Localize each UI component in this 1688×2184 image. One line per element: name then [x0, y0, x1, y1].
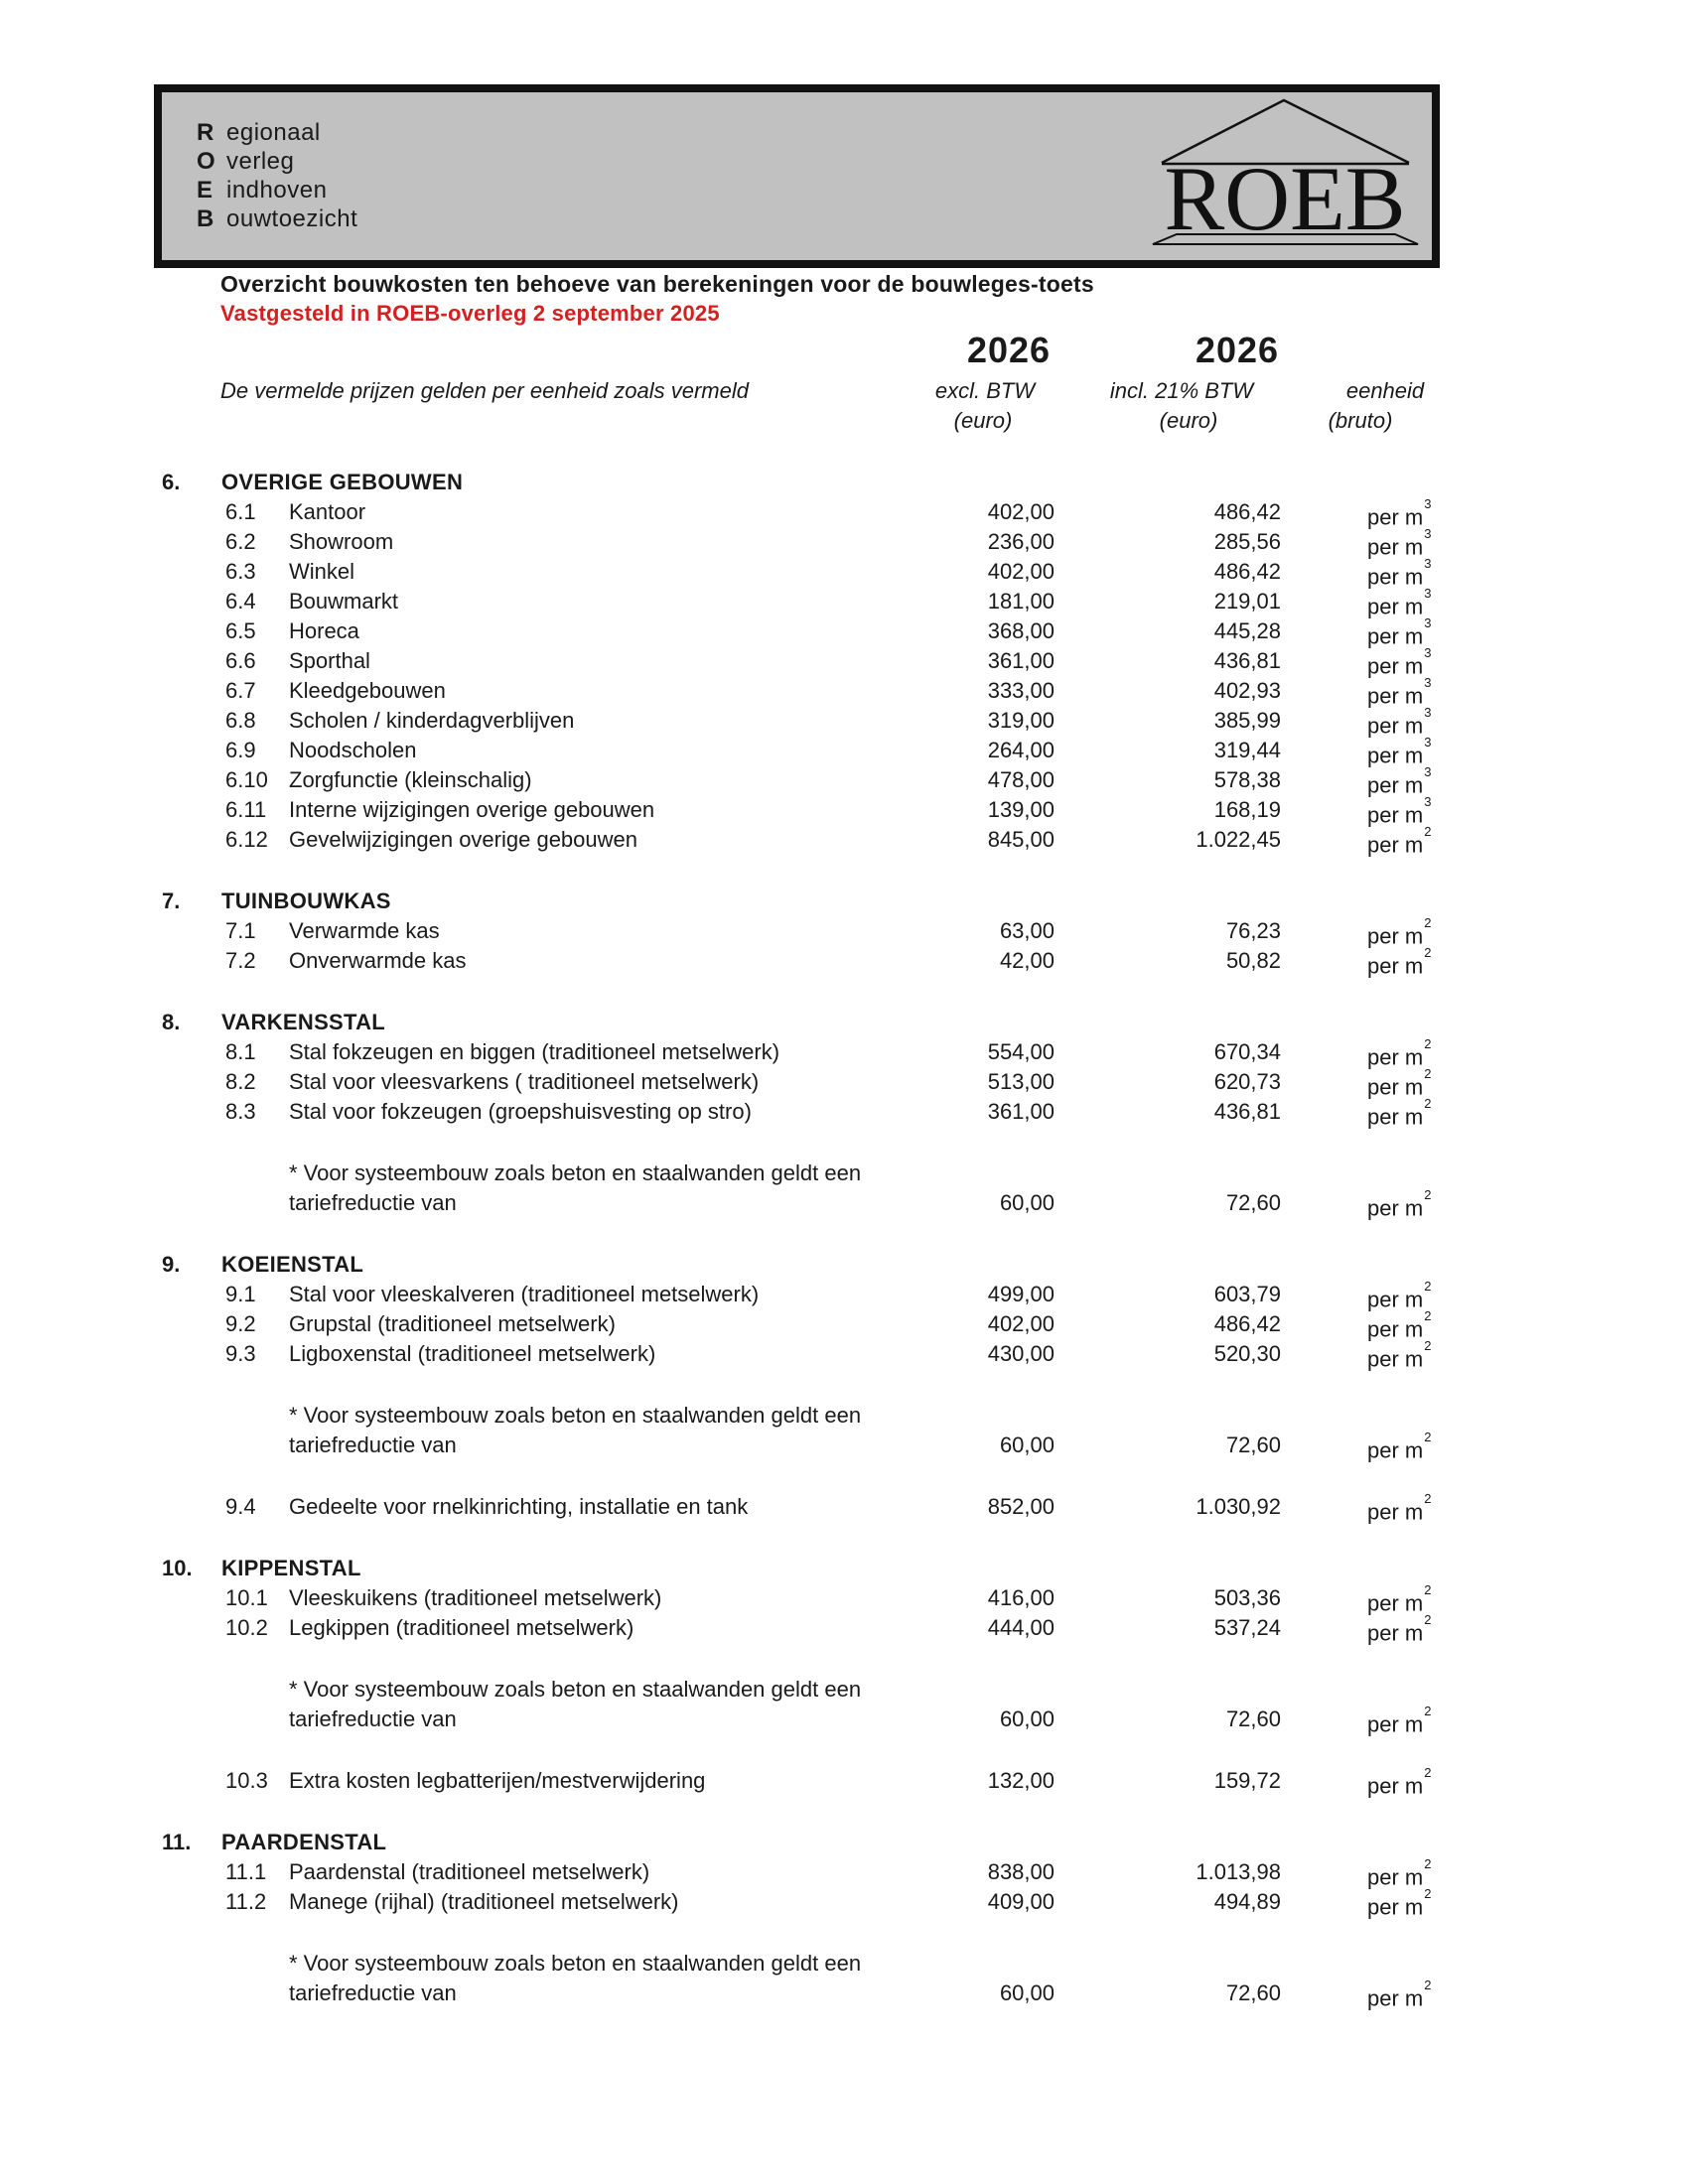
price-incl-btw: 494,89	[1213, 1889, 1281, 1914]
table-row	[154, 526, 1484, 560]
table-row	[154, 1612, 1484, 1646]
section-title: KOEIENSTAL	[221, 1252, 364, 1277]
unit-superscript: 2	[1424, 1856, 1432, 1871]
acronym-rest: ouwtoezicht	[226, 205, 358, 232]
item-number: 7.1	[225, 918, 256, 943]
item-description: Grupstal (traditioneel metselwerk)	[289, 1311, 616, 1336]
item-description: tariefreductie van	[289, 1980, 457, 2005]
price-excl-btw: 478,00	[987, 767, 1055, 792]
item-number: 8.2	[225, 1069, 256, 1094]
price-incl-btw: 72,60	[1225, 1980, 1281, 2005]
unit-label: per $m^2$	[1367, 1704, 1432, 1737]
unit-superscript: 3	[1424, 526, 1432, 541]
unit-label: per $m^3$	[1367, 496, 1432, 530]
table-row	[154, 615, 1484, 649]
org-acronym	[197, 118, 357, 233]
price-excl-btw: 319,00	[987, 708, 1055, 733]
price-excl-btw: 361,00	[987, 648, 1055, 673]
unit-label: per $m^2$	[1367, 1096, 1432, 1130]
price-incl-btw: 402,93	[1213, 678, 1281, 703]
table-row	[154, 1765, 1484, 1799]
price-incl-btw: 285,56	[1213, 529, 1281, 554]
unit-label: per $m^2$	[1367, 1036, 1432, 1070]
price-incl-btw: 219,01	[1213, 589, 1281, 614]
section-number: 11.	[162, 1830, 192, 1854]
price-incl-btw: 50,82	[1225, 948, 1281, 973]
price-incl-btw: 670,34	[1213, 1039, 1281, 1064]
item-description: Ligboxenstal (traditioneel metselwerk)	[289, 1341, 656, 1366]
unit-label: per $m^2$	[1367, 1582, 1432, 1616]
acronym-line	[197, 176, 357, 205]
price-note: De vermelde prijzen gelden per eenheid zoals vermeld	[220, 378, 749, 403]
note-row-values	[154, 1187, 1484, 1221]
unit-label: per $m^2$	[1367, 1430, 1432, 1463]
price-excl-btw: 402,00	[987, 559, 1055, 584]
price-table	[154, 468, 1484, 2011]
price-excl-btw: 444,00	[987, 1615, 1055, 1640]
section-title: OVERIGE GEBOUWEN	[221, 470, 464, 494]
section-title: KIPPENSTAL	[221, 1556, 361, 1580]
unit-superscript: 2	[1424, 1096, 1432, 1111]
price-excl-btw: 236,00	[987, 529, 1055, 554]
price-excl-btw: 63,00	[999, 918, 1055, 943]
item-number: 6.3	[225, 559, 256, 584]
unit-superscript: 2	[1424, 945, 1432, 960]
note-row-values	[154, 1430, 1484, 1463]
price-excl-btw: 845,00	[987, 827, 1055, 852]
section-number: 9.	[162, 1252, 181, 1277]
price-excl-btw: 368,00	[987, 618, 1055, 643]
unit-superscript: 3	[1424, 794, 1432, 809]
section-title: VARKENSSTAL	[221, 1010, 386, 1034]
price-incl-btw: 72,60	[1225, 1706, 1281, 1731]
table-row	[154, 1856, 1484, 1890]
unit-label: per $m^2$	[1367, 915, 1432, 949]
price-excl-btw: 409,00	[987, 1889, 1055, 1914]
unit-superscript: 2	[1424, 1886, 1432, 1901]
table-row	[154, 496, 1484, 530]
item-number: 11.2	[225, 1889, 267, 1914]
note-row	[154, 1159, 1484, 1188]
price-incl-btw: 72,60	[1225, 1433, 1281, 1457]
unit-label: per $m^2$	[1367, 1279, 1432, 1312]
table-row	[154, 1096, 1484, 1130]
price-incl-btw: 537,24	[1213, 1615, 1281, 1640]
roeb-house-logo	[1149, 93, 1422, 252]
unit-label: per $m^2$	[1367, 1491, 1432, 1525]
table-row	[154, 1338, 1484, 1372]
item-description: Gedeelte voor rnelkinrichting, installatie en tank	[289, 1494, 749, 1519]
item-number: 10.3	[225, 1768, 268, 1793]
item-number: 6.2	[225, 529, 256, 554]
acronym-initial: E	[197, 177, 213, 204]
item-description: tariefreductie van	[289, 1190, 457, 1215]
note-row-values	[154, 1704, 1484, 1737]
unit-label: per $m^3$	[1367, 556, 1432, 590]
column-subheader-bruto: (bruto)	[1328, 408, 1393, 433]
item-number: 6.7	[225, 678, 256, 703]
unit-superscript: 3	[1424, 496, 1432, 511]
item-description: Winkel	[289, 559, 355, 584]
unit-label: per $m^2$	[1367, 1066, 1432, 1100]
unit-superscript: 3	[1424, 764, 1432, 779]
price-excl-btw: 361,00	[987, 1099, 1055, 1124]
price-excl-btw: 132,00	[987, 1768, 1055, 1793]
section-number: 8.	[162, 1010, 181, 1034]
table-row	[154, 556, 1484, 590]
table-row	[154, 1036, 1484, 1070]
unit-superscript: 2	[1424, 1066, 1432, 1081]
item-description: Manege (rijhal) (traditioneel metselwerk)	[289, 1889, 679, 1914]
section-title: PAARDENSTAL	[221, 1830, 387, 1854]
column-subheader-euro-excl: (euro)	[953, 408, 1013, 433]
unit-label: per $m^2$	[1367, 1765, 1432, 1799]
unit-label: per $m^3$	[1367, 526, 1432, 560]
table-row	[154, 705, 1484, 739]
unit-superscript: 3	[1424, 705, 1432, 720]
acronym-rest: verleg	[226, 148, 295, 175]
price-incl-btw: 603,79	[1213, 1282, 1281, 1306]
unit-superscript: 2	[1424, 915, 1432, 930]
item-description: Noodscholen	[289, 738, 417, 762]
price-excl-btw: 264,00	[987, 738, 1055, 762]
price-excl-btw: 139,00	[987, 797, 1055, 822]
acronym-initial: B	[197, 205, 214, 232]
price-incl-btw: 620,73	[1213, 1069, 1281, 1094]
item-description: Zorgfunctie (kleinschalig)	[289, 767, 532, 792]
item-description: Interne wijzigingen overige gebouwen	[289, 797, 655, 822]
item-description: Sporthal	[289, 648, 370, 673]
item-number: 9.2	[225, 1311, 256, 1336]
unit-superscript: 3	[1424, 645, 1432, 660]
price-excl-btw: 838,00	[987, 1859, 1055, 1884]
item-number: 6.1	[225, 499, 256, 524]
table-row	[154, 764, 1484, 798]
section-number: 7.	[162, 888, 181, 913]
table-row	[154, 645, 1484, 679]
item-number: 6.8	[225, 708, 256, 733]
price-excl-btw: 60,00	[999, 1190, 1055, 1215]
unit-label: per $m^3$	[1367, 705, 1432, 739]
price-excl-btw: 60,00	[999, 1433, 1055, 1457]
unit-superscript: 3	[1424, 586, 1432, 601]
unit-label: per $m^2$	[1367, 1612, 1432, 1646]
acronym-line	[197, 205, 357, 233]
unit-label: per $m^3$	[1367, 645, 1432, 679]
item-description: Gevelwijzigingen overige gebouwen	[289, 827, 638, 852]
item-number: 8.3	[225, 1099, 256, 1124]
item-description: Paardenstal (traditioneel metselwerk)	[289, 1859, 650, 1884]
table-row	[154, 1491, 1484, 1525]
item-number: 6.6	[225, 648, 256, 673]
price-excl-btw: 513,00	[987, 1069, 1055, 1094]
section-heading-row	[154, 887, 1484, 916]
acronym-rest: indhoven	[226, 177, 328, 204]
item-description: * Voor systeembouw zoals beton en staalwanden geldt een	[289, 1403, 862, 1428]
unit-label: per $m^2$	[1367, 1187, 1432, 1221]
table-row	[154, 824, 1484, 858]
column-subheader-euro-incl: (euro)	[1159, 408, 1218, 433]
price-excl-btw: 42,00	[999, 948, 1055, 973]
item-description: Bouwmarkt	[289, 589, 399, 614]
price-excl-btw: 60,00	[999, 1706, 1055, 1731]
acronym-initial: O	[197, 148, 215, 175]
price-incl-btw: 486,42	[1213, 559, 1281, 584]
note-row	[154, 1949, 1484, 1979]
item-description: Onverwarmde kas	[289, 948, 467, 973]
price-incl-btw: 578,38	[1213, 767, 1281, 792]
table-row	[154, 1066, 1484, 1100]
item-description: Kantoor	[289, 499, 366, 524]
unit-superscript: 3	[1424, 556, 1432, 571]
unit-label: per $m^2$	[1367, 1338, 1432, 1372]
unit-label: per $m^3$	[1367, 794, 1432, 828]
unit-superscript: 2	[1424, 1582, 1432, 1597]
price-incl-btw: 486,42	[1213, 499, 1281, 524]
price-excl-btw: 60,00	[999, 1980, 1055, 2005]
item-description: * Voor systeembouw zoals beton en staalwanden geldt een	[289, 1677, 862, 1702]
item-description: Stal voor vleesvarkens ( traditioneel metselwerk)	[289, 1069, 760, 1094]
price-incl-btw: 159,72	[1213, 1768, 1281, 1793]
table-row	[154, 945, 1484, 979]
page-title: Overzicht bouwkosten ten behoeve van berekeningen voor de bouwleges-toets	[220, 271, 1094, 297]
section-title: TUINBOUWKAS	[221, 888, 391, 913]
price-excl-btw: 430,00	[987, 1341, 1055, 1366]
item-description: Legkippen (traditioneel metselwerk)	[289, 1615, 634, 1640]
item-description: * Voor systeembouw zoals beton en staalwanden geldt een	[289, 1951, 862, 1976]
price-incl-btw: 385,99	[1213, 708, 1281, 733]
unit-superscript: 2	[1424, 1308, 1432, 1323]
acronym-rest: egionaal	[226, 119, 321, 146]
item-description: Extra kosten legbatterijen/mestverwijdering	[289, 1768, 706, 1793]
unit-label: per $m^3$	[1367, 735, 1432, 768]
unit-label: per $m^3$	[1367, 615, 1432, 649]
item-number: 9.1	[225, 1282, 256, 1306]
table-row	[154, 1279, 1484, 1312]
section-heading-row	[154, 468, 1484, 497]
unit-superscript: 3	[1424, 735, 1432, 750]
unit-superscript: 3	[1424, 675, 1432, 690]
item-description: Verwarmde kas	[289, 918, 440, 943]
item-description: Scholen / kinderdagverblijven	[289, 708, 575, 733]
price-incl-btw: 503,36	[1213, 1585, 1281, 1610]
price-incl-btw: 486,42	[1213, 1311, 1281, 1336]
item-number: 11.1	[225, 1859, 267, 1884]
note-row	[154, 1401, 1484, 1431]
column-header-incl-btw: incl. 21% BTW	[1109, 378, 1254, 403]
item-description: Vleeskuikens (traditioneel metselwerk)	[289, 1585, 662, 1610]
section-heading-row	[154, 1828, 1484, 1857]
price-excl-btw: 554,00	[987, 1039, 1055, 1064]
page-subtitle: Vastgesteld in ROEB-overleg 2 september 2025	[220, 301, 720, 326]
header-box	[154, 84, 1440, 268]
unit-label: per $m^2$	[1367, 1856, 1432, 1890]
item-number: 8.1	[225, 1039, 256, 1064]
unit-superscript: 2	[1424, 1430, 1432, 1444]
price-incl-btw: 1.030,92	[1196, 1494, 1281, 1519]
price-incl-btw: 1.013,98	[1196, 1859, 1281, 1884]
year-header-incl: 2026	[1195, 330, 1280, 370]
price-excl-btw: 402,00	[987, 499, 1055, 524]
price-incl-btw: 436,81	[1213, 648, 1281, 673]
price-incl-btw: 436,81	[1213, 1099, 1281, 1124]
item-number: 6.11	[225, 797, 267, 822]
price-incl-btw: 520,30	[1213, 1341, 1281, 1366]
unit-superscript: 2	[1424, 1036, 1432, 1051]
unit-superscript: 2	[1424, 1279, 1432, 1294]
table-row	[154, 586, 1484, 619]
item-description: Kleedgebouwen	[289, 678, 446, 703]
price-incl-btw: 319,44	[1213, 738, 1281, 762]
price-incl-btw: 72,60	[1225, 1190, 1281, 1215]
item-number: 7.2	[225, 948, 256, 973]
table-row	[154, 1582, 1484, 1616]
section-heading-row	[154, 1008, 1484, 1037]
price-incl-btw: 168,19	[1213, 797, 1281, 822]
item-description: tariefreductie van	[289, 1706, 457, 1731]
item-number: 6.10	[225, 767, 268, 792]
table-row	[154, 794, 1484, 828]
column-header-excl-btw: excl. BTW	[934, 378, 1036, 403]
unit-superscript: 2	[1424, 1338, 1432, 1353]
unit-label: per $m^3$	[1367, 764, 1432, 798]
item-number: 10.2	[225, 1615, 268, 1640]
price-excl-btw: 416,00	[987, 1585, 1055, 1610]
table-row	[154, 675, 1484, 709]
section-number: 10.	[162, 1556, 193, 1580]
unit-superscript: 2	[1424, 1612, 1432, 1627]
item-number: 9.4	[225, 1494, 256, 1519]
price-excl-btw: 333,00	[987, 678, 1055, 703]
item-number: 6.12	[225, 827, 268, 852]
item-description: * Voor systeembouw zoals beton en staalwanden geldt een	[289, 1160, 862, 1185]
unit-label: per $m^2$	[1367, 945, 1432, 979]
year-header-excl: 2026	[966, 330, 1052, 370]
logo-text: ROEB	[1164, 148, 1406, 249]
item-number: 6.5	[225, 618, 256, 643]
price-incl-btw: 1.022,45	[1196, 827, 1281, 852]
section-heading-row	[154, 1554, 1484, 1583]
unit-superscript: 2	[1424, 1187, 1432, 1202]
price-incl-btw: 76,23	[1225, 918, 1281, 943]
unit-superscript: 2	[1424, 1491, 1432, 1506]
note-row-values	[154, 1978, 1484, 2011]
unit-superscript: 2	[1424, 824, 1432, 839]
acronym-line	[197, 118, 357, 147]
unit-superscript: 3	[1424, 615, 1432, 630]
price-excl-btw: 499,00	[987, 1282, 1055, 1306]
unit-label: per $m^2$	[1367, 1886, 1432, 1920]
item-description: Stal fokzeugen en biggen (traditioneel metselwerk)	[289, 1039, 780, 1064]
price-incl-btw: 445,28	[1213, 618, 1281, 643]
unit-superscript: 2	[1424, 1765, 1432, 1780]
unit-label: per $m^2$	[1367, 824, 1432, 858]
item-number: 6.9	[225, 738, 256, 762]
price-excl-btw: 402,00	[987, 1311, 1055, 1336]
acronym-line	[197, 147, 357, 176]
table-row	[154, 915, 1484, 949]
table-row	[154, 1886, 1484, 1920]
column-header-unit: eenheid	[1345, 378, 1425, 403]
section-heading-row	[154, 1250, 1484, 1280]
acronym-initial: R	[197, 119, 214, 146]
item-number: 10.1	[225, 1585, 268, 1610]
section-number: 6.	[162, 470, 181, 494]
item-description: Stal voor fokzeugen (groepshuisvesting op stro)	[289, 1099, 752, 1124]
unit-label: per $m^3$	[1367, 675, 1432, 709]
item-description: Stal voor vleeskalveren (traditioneel metselwerk)	[289, 1282, 760, 1306]
item-number: 9.3	[225, 1341, 256, 1366]
unit-superscript: 2	[1424, 1978, 1432, 1992]
note-row	[154, 1675, 1484, 1705]
item-description: Horeca	[289, 618, 359, 643]
table-row	[154, 735, 1484, 768]
unit-superscript: 2	[1424, 1704, 1432, 1718]
price-excl-btw: 181,00	[987, 589, 1055, 614]
table-row	[154, 1308, 1484, 1342]
item-description: tariefreductie van	[289, 1433, 457, 1457]
item-description: Showroom	[289, 529, 394, 554]
unit-label: per $m^2$	[1367, 1308, 1432, 1342]
unit-label: per $m^3$	[1367, 586, 1432, 619]
item-number: 6.4	[225, 589, 256, 614]
unit-label: per $m^2$	[1367, 1978, 1432, 2011]
price-excl-btw: 852,00	[987, 1494, 1055, 1519]
